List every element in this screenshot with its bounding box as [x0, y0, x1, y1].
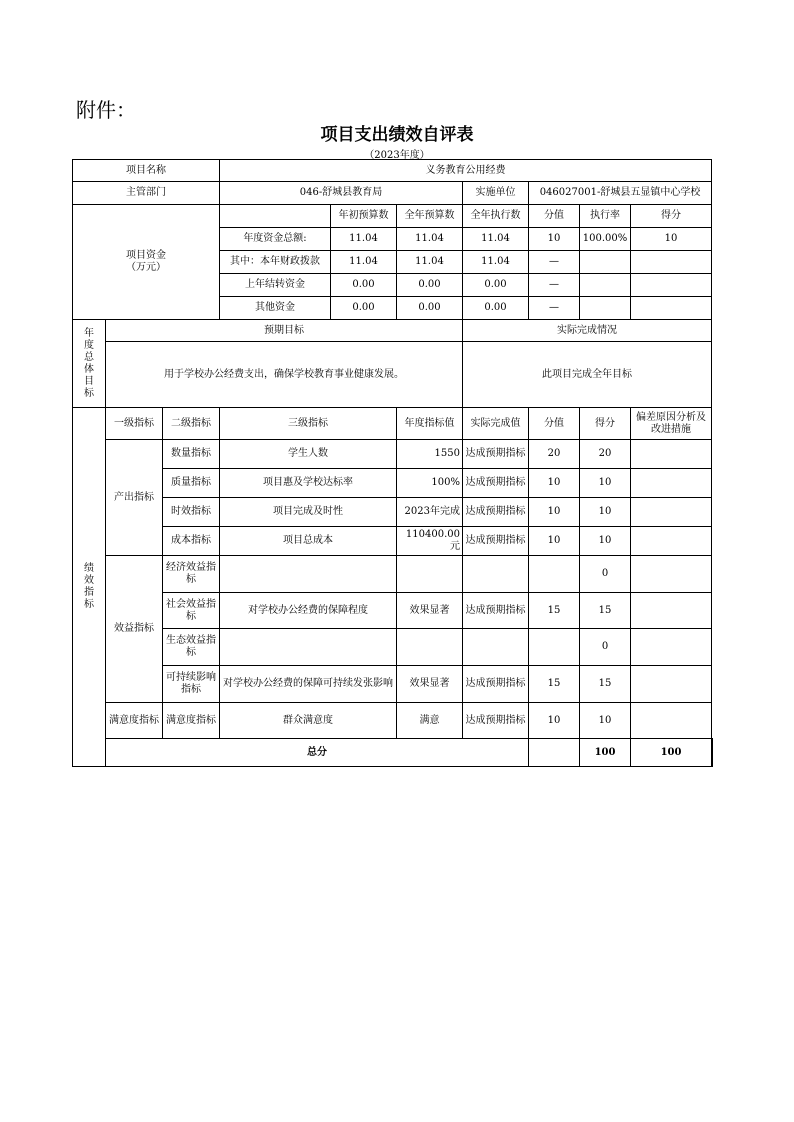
- perf-label: 绩效指标: [73, 408, 106, 767]
- indicator-target: 2023年完成: [397, 498, 463, 527]
- indicator-row: [73, 556, 713, 593]
- perf-header: 二级指标: [163, 408, 220, 440]
- funds-executed: 11.04: [463, 228, 529, 251]
- funds-header: 年初预算数: [331, 205, 397, 228]
- indicator-l3: 项目完成及时性: [220, 498, 397, 527]
- indicator-l2: 数量指标: [163, 440, 220, 469]
- indicator-l3: 项目总成本: [220, 527, 397, 556]
- indicator-actual: 达成预期指标: [463, 666, 529, 703]
- funds-annual: 0.00: [397, 297, 463, 320]
- funds-row-label: 上年结转资金: [220, 274, 331, 297]
- funds-executed: 11.04: [463, 251, 529, 274]
- indicator-l3: 对学校办公经费的保障可持续发张影响: [220, 666, 397, 703]
- indicator-score-value: 10: [529, 498, 580, 527]
- indicator-actual: 达成预期指标: [463, 527, 529, 556]
- funds-label: 项目资金: [126, 250, 166, 261]
- indicator-score: 10: [580, 703, 631, 739]
- indicator-actual: [463, 629, 529, 666]
- goals-actual: 此项目完成全年目标: [463, 342, 712, 408]
- indicator-l2: 满意度指标: [163, 703, 220, 739]
- indicator-score-value: 10: [529, 527, 580, 556]
- perf-header: 三级指标: [220, 408, 397, 440]
- indicator-target: 100%: [397, 469, 463, 498]
- dept-label: 主管部门: [73, 182, 220, 205]
- total-row: [73, 739, 713, 767]
- indicator-reason: [631, 440, 712, 469]
- funds-rate: [580, 251, 631, 274]
- funds-score-value: —: [529, 297, 580, 320]
- indicator-row: [73, 498, 713, 527]
- indicator-actual: 达成预期指标: [463, 593, 529, 629]
- funds-unit: （万元）: [126, 262, 166, 273]
- project-name-label: 项目名称: [73, 160, 220, 182]
- indicator-target: 效果显著: [397, 593, 463, 629]
- indicator-l2: 时效指标: [163, 498, 220, 527]
- indicator-score-value: 10: [529, 469, 580, 498]
- indicator-row: [73, 440, 713, 469]
- indicator-score: 10: [580, 469, 631, 498]
- indicator-l2: 生态效益指标: [163, 629, 220, 666]
- dept-value: 046-舒城县教育局: [220, 182, 463, 205]
- indicator-reason: [631, 666, 712, 703]
- indicator-score-value: 15: [529, 666, 580, 703]
- indicator-target: 1550: [397, 440, 463, 469]
- funds-initial: 11.04: [331, 251, 397, 274]
- perf-header: 一级指标: [106, 408, 163, 440]
- indicator-l2: 经济效益指标: [163, 556, 220, 593]
- indicator-score: 10: [580, 527, 631, 556]
- indicator-row: [73, 593, 713, 629]
- indicator-target: 效果显著: [397, 666, 463, 703]
- indicator-row: [73, 629, 713, 666]
- indicator-row: [73, 666, 713, 703]
- indicator-score: 10: [580, 498, 631, 527]
- indicator-reason: [631, 498, 712, 527]
- project-dept-row: [73, 182, 713, 205]
- indicator-l3: 项目惠及学校达标率: [220, 469, 397, 498]
- output-label: 产出指标: [106, 440, 163, 556]
- funds-header-blank: [220, 205, 331, 228]
- indicator-row: [73, 527, 713, 556]
- indicator-score: 20: [580, 440, 631, 469]
- goals-expected: 用于学校办公经费支出，确保学校教育事业健康发展。: [106, 342, 463, 408]
- attachment-label: 附件：: [76, 98, 136, 122]
- funds-row-label: 其他资金: [220, 297, 331, 320]
- indicator-row: [73, 703, 713, 739]
- perf-header: 得分: [580, 408, 631, 440]
- goals-label: 年度总体目标: [73, 320, 106, 408]
- funds-header: 得分: [631, 205, 712, 228]
- funds-annual: 11.04: [397, 251, 463, 274]
- indicator-actual: [463, 556, 529, 593]
- indicator-score: 15: [580, 593, 631, 629]
- funds-annual: 0.00: [397, 274, 463, 297]
- indicator-l2: 社会效益指标: [163, 593, 220, 629]
- project-name-value: 义务教育公用经费: [220, 160, 712, 182]
- indicator-score: 15: [580, 666, 631, 703]
- funds-rate: 100.00%: [580, 228, 631, 251]
- funds-initial: 0.00: [331, 297, 397, 320]
- perf-header: 年度指标值: [397, 408, 463, 440]
- indicator-l3: 群众满意度: [220, 703, 397, 739]
- indicator-score-value: [529, 556, 580, 593]
- funds-score: [631, 251, 712, 274]
- funds-score-value: —: [529, 274, 580, 297]
- unit-label: 实施单位: [463, 182, 529, 205]
- project-name-row: [73, 160, 713, 182]
- page-title: 项目支出绩效自评表: [320, 125, 474, 145]
- total-score-value: 100: [580, 739, 631, 767]
- indicator-actual: 达成预期指标: [463, 498, 529, 527]
- indicator-reason: [631, 527, 712, 556]
- indicator-actual: 达成预期指标: [463, 703, 529, 739]
- indicator-reason: [631, 593, 712, 629]
- total-score: 100: [631, 739, 712, 767]
- funds-executed: 0.00: [463, 274, 529, 297]
- perf-header: 偏差原因分析及改进措施: [631, 408, 712, 440]
- funds-row-label: 年度资金总额:: [220, 228, 331, 251]
- indicator-l3: 对学校办公经费的保障程度: [220, 593, 397, 629]
- indicator-score-value: 15: [529, 593, 580, 629]
- funds-score-value: —: [529, 251, 580, 274]
- funds-score: [631, 297, 712, 320]
- evaluation-table: [72, 159, 713, 767]
- indicator-actual: 达成预期指标: [463, 469, 529, 498]
- funds-initial: 0.00: [331, 274, 397, 297]
- indicator-actual: 达成预期指标: [463, 440, 529, 469]
- goals-expected-label: 预期目标: [106, 320, 463, 342]
- indicator-l3: [220, 629, 397, 666]
- indicator-l2: 成本指标: [163, 527, 220, 556]
- funds-header: 执行率: [580, 205, 631, 228]
- year-subtitle: （2023年度）: [364, 150, 430, 161]
- indicator-score-value: 10: [529, 703, 580, 739]
- funds-rate: [580, 274, 631, 297]
- benefit-label: 效益指标: [106, 556, 163, 703]
- funds-header: 分值: [529, 205, 580, 228]
- funds-executed: 0.00: [463, 297, 529, 320]
- total-reason: [712, 739, 713, 767]
- goals-content-row: [73, 342, 713, 408]
- indicator-reason: [631, 703, 712, 739]
- indicator-score-value: [529, 629, 580, 666]
- indicator-reason: [631, 556, 712, 593]
- goals-header-row: [73, 320, 713, 342]
- total-label: 总分: [106, 739, 529, 767]
- funds-header: 全年执行数: [463, 205, 529, 228]
- indicator-row: [73, 469, 713, 498]
- perf-header: 分值: [529, 408, 580, 440]
- funds-rate: [580, 297, 631, 320]
- indicator-score: 0: [580, 556, 631, 593]
- perf-header-row: [73, 408, 713, 440]
- funds-score: [631, 274, 712, 297]
- indicator-target: 满意: [397, 703, 463, 739]
- funds-header: 全年预算数: [397, 205, 463, 228]
- perf-header: 实际完成值: [463, 408, 529, 440]
- indicator-score: 0: [580, 629, 631, 666]
- indicator-target: [397, 556, 463, 593]
- indicator-score-value: 20: [529, 440, 580, 469]
- total-actual: [529, 739, 580, 767]
- indicator-target: 110400.00元: [397, 527, 463, 556]
- funds-score-value: 10: [529, 228, 580, 251]
- funds-initial: 11.04: [331, 228, 397, 251]
- indicator-reason: [631, 469, 712, 498]
- goals-actual-label: 实际完成情况: [463, 320, 712, 342]
- indicator-l2: 质量指标: [163, 469, 220, 498]
- indicator-target: [397, 629, 463, 666]
- funds-annual: 11.04: [397, 228, 463, 251]
- indicator-l3: 学生人数: [220, 440, 397, 469]
- funds-row-label: 其中：本年财政拨款: [220, 251, 331, 274]
- funds-score: 10: [631, 228, 712, 251]
- indicator-l3: [220, 556, 397, 593]
- indicator-l2: 可持续影响指标: [163, 666, 220, 703]
- unit-value: 046027001-舒城县五显镇中心学校: [529, 182, 712, 205]
- funds-label-cell: [73, 205, 220, 320]
- indicator-reason: [631, 629, 712, 666]
- satisfaction-label: 满意度指标: [106, 703, 163, 739]
- funds-header-row: [73, 205, 713, 228]
